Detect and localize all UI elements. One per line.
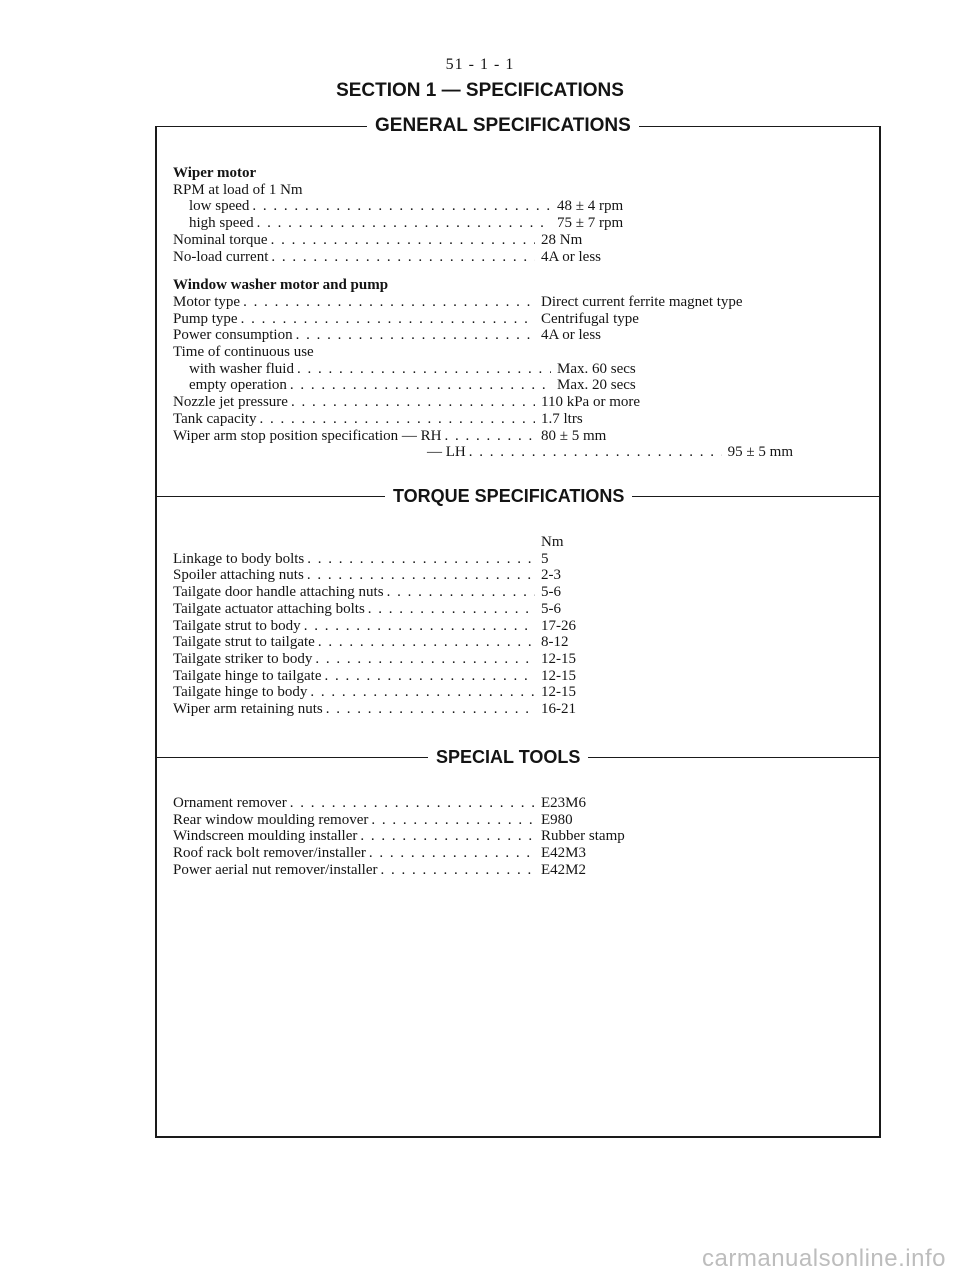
leader-dots xyxy=(323,701,535,718)
divider xyxy=(155,757,428,758)
spec-row xyxy=(173,684,793,701)
spec-row xyxy=(173,327,793,344)
spec-label: Spoiler attaching nuts xyxy=(173,567,304,584)
spec-value: 12-15 xyxy=(541,684,576,701)
spec-row xyxy=(173,411,793,428)
spec-value: 5-6 xyxy=(541,600,561,617)
spec-label: Tailgate hinge to body xyxy=(173,684,308,701)
spec-value: 4A or less xyxy=(541,248,601,265)
continuous-use-caption: Time of continuous use xyxy=(173,344,314,361)
spec-label: Pump type xyxy=(173,310,238,327)
spec-row xyxy=(173,567,793,584)
leader-dots xyxy=(287,795,535,812)
leader-dots xyxy=(442,428,535,445)
spec-label: with washer fluid xyxy=(189,360,294,377)
spec-label: Ornament remover xyxy=(173,795,287,811)
spec-label: Linkage to body bolts xyxy=(173,550,305,567)
leader-dots xyxy=(301,618,535,635)
spec-label: — LH xyxy=(427,444,466,461)
special-tools-heading: SPECIAL TOOLS xyxy=(436,746,581,767)
spec-label: Tailgate door handle attaching nuts xyxy=(173,584,384,601)
general-specifications-heading: GENERAL SPECIFICATIONS xyxy=(375,115,631,136)
spec-value: 95 ± 5 mm xyxy=(727,444,793,461)
spec-row xyxy=(173,428,793,445)
spec-value: 1.7 ltrs xyxy=(541,410,583,427)
spec-row xyxy=(173,828,793,845)
leader-dots xyxy=(384,584,535,601)
leader-dots xyxy=(357,828,535,845)
spec-row xyxy=(173,668,793,685)
leader-dots xyxy=(288,394,535,411)
special-tools-rule xyxy=(155,748,881,766)
spec-row xyxy=(173,601,793,618)
spec-value: 16-21 xyxy=(541,701,576,718)
leader-dots xyxy=(307,684,535,701)
torque-specifications-block xyxy=(173,534,793,718)
divider xyxy=(639,126,881,127)
spec-value: E42M2 xyxy=(541,861,586,878)
spec-value: 12-15 xyxy=(541,667,576,684)
spec-label: Tailgate hinge to tailgate xyxy=(173,667,322,684)
spec-row xyxy=(173,634,793,651)
spec-label: Motor type xyxy=(173,293,241,310)
leader-dots xyxy=(312,651,535,668)
spec-label: high speed xyxy=(189,215,254,232)
spec-row xyxy=(173,651,793,668)
leader-dots xyxy=(315,634,535,651)
spec-label: Tailgate actuator attaching bolts xyxy=(173,600,365,617)
spec-value: 28 Nm xyxy=(541,231,583,248)
leader-dots xyxy=(257,411,536,428)
leader-dots xyxy=(293,327,535,344)
spec-value: Rubber stamp xyxy=(541,828,625,845)
spec-value: 5-6 xyxy=(541,584,561,601)
spec-value: 17-26 xyxy=(541,617,576,634)
spec-label: empty operation xyxy=(189,377,287,394)
leader-dots xyxy=(249,198,551,215)
spec-value: 5 xyxy=(541,550,549,567)
spec-value: E23M6 xyxy=(541,795,586,811)
leader-dots xyxy=(294,361,551,378)
spec-label: No-load current xyxy=(173,248,269,265)
spec-label: Wiper arm stop position specification — RH xyxy=(173,427,442,444)
spec-row xyxy=(173,377,793,394)
spec-row xyxy=(173,618,793,635)
spec-label: Nominal torque xyxy=(173,231,268,248)
spec-value: E980 xyxy=(541,811,573,828)
spec-value: 80 ± 5 mm xyxy=(541,427,607,444)
spec-label: Rear window moulding remover xyxy=(173,811,369,828)
spec-row xyxy=(173,551,793,568)
spec-row xyxy=(173,845,793,862)
divider xyxy=(155,496,385,497)
divider xyxy=(632,496,881,497)
spec-value: 2-3 xyxy=(541,567,561,584)
spec-row xyxy=(173,198,793,215)
spec-label: Wiper arm retaining nuts xyxy=(173,701,323,718)
torque-unit-header: Nm xyxy=(541,534,564,550)
spec-row xyxy=(173,795,793,812)
rpm-caption: RPM at load of 1 Nm xyxy=(173,181,303,198)
spec-label: Tailgate striker to body xyxy=(173,650,313,667)
spec-label: Nozzle jet pressure xyxy=(173,394,288,411)
spec-label: Roof rack bolt remover/installer xyxy=(173,845,366,862)
leader-dots xyxy=(304,551,535,568)
spec-value: 110 kPa or more xyxy=(541,394,641,411)
general-specifications-rule xyxy=(155,117,881,135)
leader-dots xyxy=(268,249,535,266)
spec-row xyxy=(173,311,793,328)
spec-row xyxy=(173,232,793,249)
spec-label: Windscreen moulding installer xyxy=(173,828,358,845)
spec-row xyxy=(173,812,793,829)
section-title: SECTION 1 — SPECIFICATIONS xyxy=(336,80,624,101)
spec-value: 12-15 xyxy=(541,650,576,667)
spec-row xyxy=(173,394,793,411)
leader-dots xyxy=(268,232,535,249)
spec-row xyxy=(173,294,793,311)
torque-specifications-rule xyxy=(155,487,881,505)
spec-value: Direct current ferrite magnet type xyxy=(541,293,743,310)
torque-specifications-heading: TORQUE SPECIFICATIONS xyxy=(393,485,625,506)
spec-value: 75 ± 7 rpm xyxy=(557,215,624,232)
special-tools-block xyxy=(173,795,793,879)
divider xyxy=(588,757,881,758)
leader-dots xyxy=(240,294,535,311)
spec-value: 48 ± 4 rpm xyxy=(557,198,624,215)
spec-label: low speed xyxy=(189,198,250,215)
leader-dots xyxy=(287,377,551,394)
spec-value: Max. 20 secs xyxy=(557,377,636,394)
spec-value: Centrifugal type xyxy=(541,310,639,327)
page-number: 51 - 1 - 1 xyxy=(445,56,515,73)
spec-row xyxy=(173,444,793,461)
leader-dots xyxy=(368,812,535,829)
watermark: carmanualsonline.info xyxy=(702,1245,946,1272)
leader-dots xyxy=(254,215,551,232)
leader-dots xyxy=(238,311,535,328)
spec-row xyxy=(173,361,793,378)
leader-dots xyxy=(365,601,535,618)
spec-label: Power consumption xyxy=(173,327,293,344)
general-specifications-block xyxy=(173,165,793,461)
spec-row xyxy=(173,215,793,232)
spec-label: Tailgate strut to body xyxy=(173,617,301,634)
leader-dots xyxy=(304,567,535,584)
divider xyxy=(155,126,367,127)
spec-row xyxy=(173,862,793,879)
spec-label: Tailgate strut to tailgate xyxy=(173,634,315,651)
spec-value: E42M3 xyxy=(541,845,586,862)
spec-row xyxy=(173,249,793,266)
wiper-motor-title: Wiper motor xyxy=(173,165,257,181)
leader-dots xyxy=(466,444,722,461)
spec-value: 8-12 xyxy=(541,634,569,651)
spec-label: Power aerial nut remover/installer xyxy=(173,861,378,878)
spec-row xyxy=(173,701,793,718)
spec-label: Tank capacity xyxy=(173,410,257,427)
leader-dots xyxy=(321,668,535,685)
spec-value: Max. 60 secs xyxy=(557,360,636,377)
leader-dots xyxy=(378,862,535,879)
washer-motor-title: Window washer motor and pump xyxy=(173,277,389,294)
spec-value: 4A or less xyxy=(541,327,601,344)
leader-dots xyxy=(366,845,535,862)
spec-row xyxy=(173,584,793,601)
